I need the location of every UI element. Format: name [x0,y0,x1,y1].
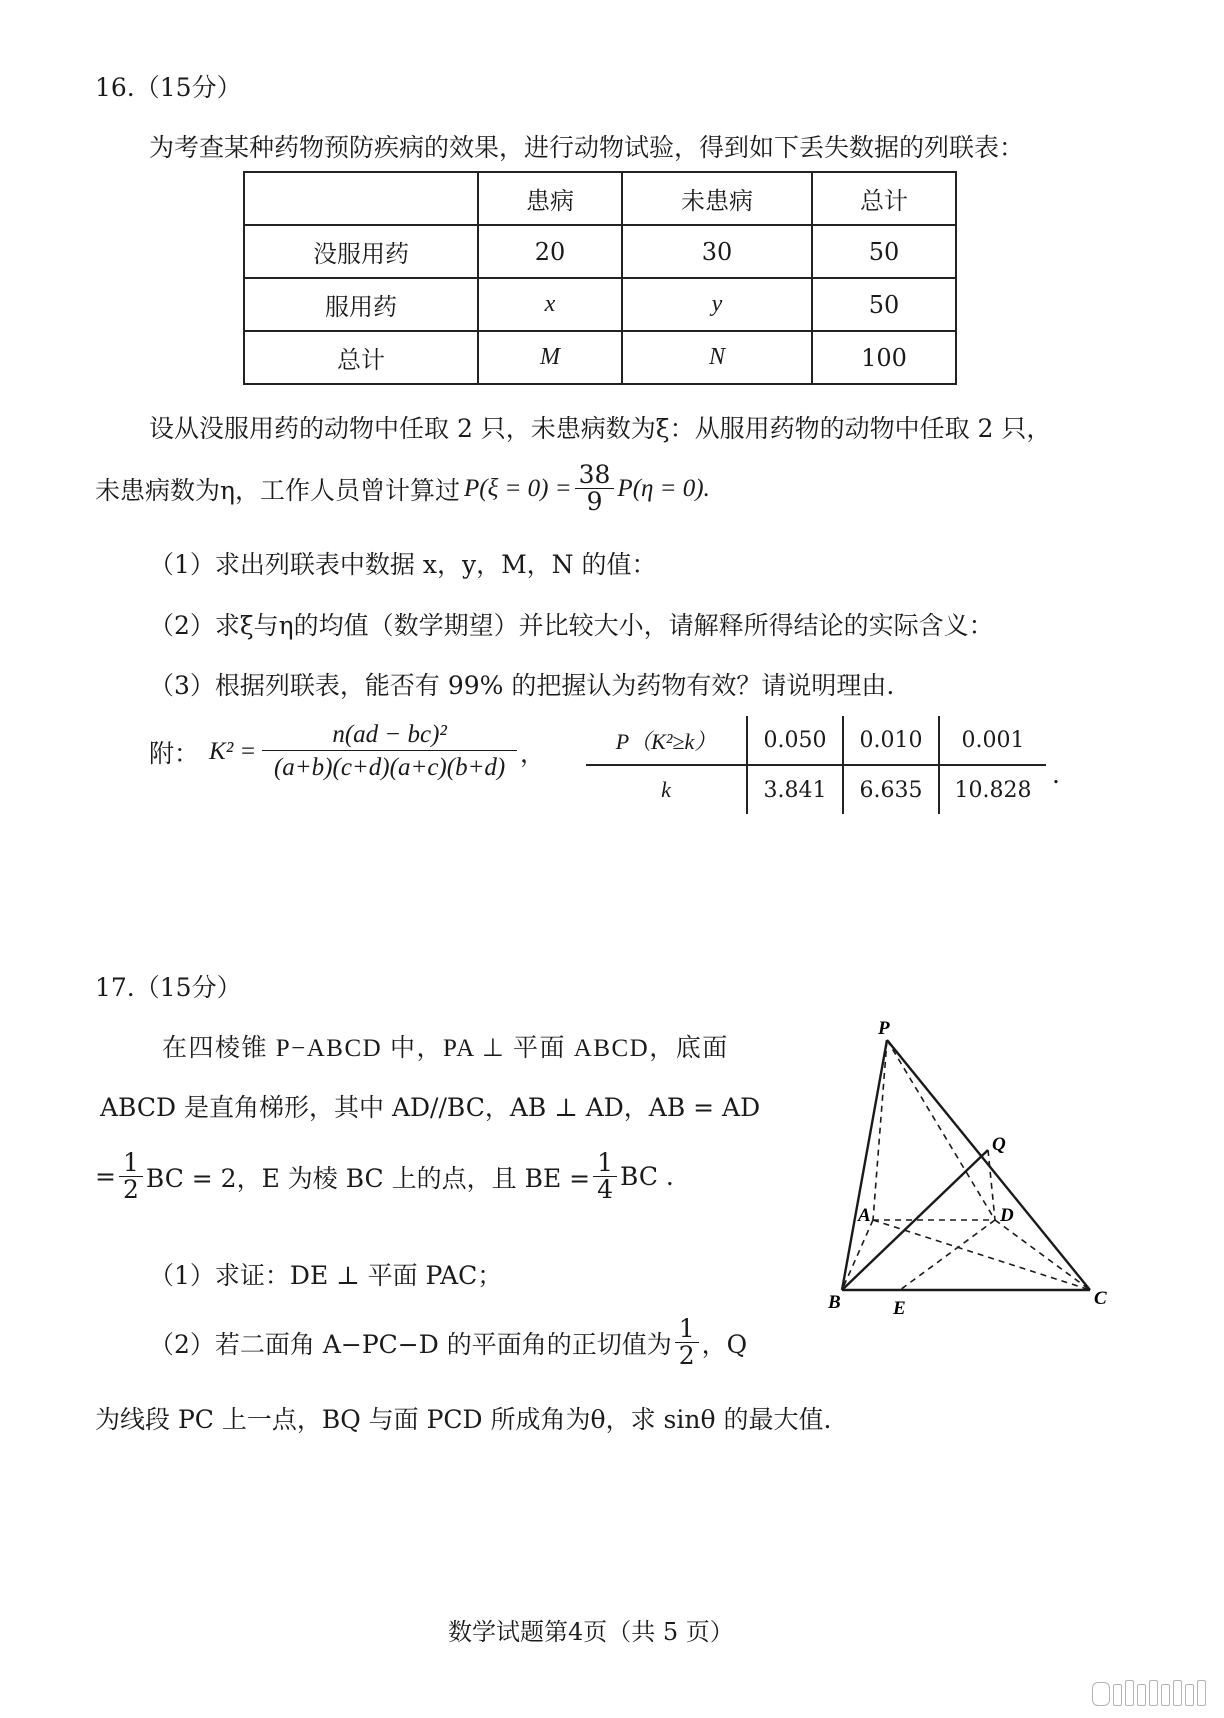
table-row [244,278,956,331]
q17-line3-text: BC = 2，E 为棱 BC 上的点，且 BE = [145,1163,591,1193]
q17-sub2-text: （2）若二面角 A−PC−D 的平面角的正切值为 [149,1329,672,1359]
table-cell: 0.010 [843,716,939,765]
q17-sub2 [149,1316,747,1370]
scan-watermark-icon [1092,1680,1206,1706]
label-Q: Q [992,1134,1006,1155]
label-A: A [858,1205,871,1226]
edge-PA [873,1040,887,1220]
q17-line3-end: BC . [620,1162,674,1192]
table-row [586,716,1046,765]
page-footer: 数学试题第4页（共 5 页） [448,1618,734,1646]
table-cell: M [478,331,622,384]
table-cell: 未患病 [622,172,812,225]
table-row [244,225,956,278]
q16-intro: 为考查某种药物预防疾病的效果，进行动物试验，得到如下丢失数据的列联表： [149,133,1025,162]
edge-PD [887,1040,995,1220]
fraction-denominator: 4 [597,1175,613,1205]
q16-para2 [95,462,710,516]
table-cell: 总计 [812,172,956,225]
edge-AB [842,1220,873,1290]
fraction-denominator: 9 [586,487,603,517]
fraction-numerator: 1 [675,1316,699,1343]
table-cell [244,172,478,225]
edge-PC [887,1040,1090,1290]
critical-value-table [586,716,1046,814]
table-cell: y [622,278,812,331]
table-cell: x [478,278,622,331]
q17-line3 [95,1150,674,1204]
table-cell: 患病 [478,172,622,225]
q17-sub1: （1）求证：DE ⊥ 平面 PAC； [149,1261,503,1290]
label-E: E [893,1298,906,1319]
fraction-38-9 [575,462,615,516]
equals-sign: = [95,1162,116,1192]
fraction-numerator: 1 [119,1150,143,1177]
q16-sub2: （2）求ξ与η的均值（数学期望）并比较大小，请解释所得结论的实际含义： [149,611,994,640]
q17-last-line: 为线段 PC 上一点，BQ 与面 PCD 所成角为θ，求 sinθ 的最大值. [95,1405,832,1434]
fraction-numerator: 38 [575,462,615,489]
table-cell: 10.828 [939,765,1046,814]
fraction-1-2 [675,1316,699,1370]
table-cell: 20 [478,225,622,278]
table-cell: 6.635 [843,765,939,814]
table-cell: 30 [622,225,812,278]
table-row [586,765,1046,814]
table-cell: 100 [812,331,956,384]
table-cell: P（K²≥k） [586,716,747,765]
fraction-denominator: 2 [122,1175,139,1205]
table-cell: 50 [812,278,956,331]
label-D: D [1000,1205,1014,1226]
table-cell: 0.050 [747,716,843,765]
k2-denominator: (a+b)(c+d)(a+c)(b+d) [273,754,506,782]
fraction-denominator: 2 [678,1341,695,1371]
q16-sub3: （3）根据列联表，能否有 99% 的把握认为药物有效？请说明理由. [149,671,895,700]
edge-AC [873,1220,1090,1290]
k2-lhs: K² = [209,737,257,765]
q16-para2-text: 未患病数为η，工作人员曾计算过 [95,475,460,505]
table-header-row [244,172,956,225]
table-row [244,331,956,384]
table-cell: 0.001 [939,716,1046,765]
edge-QD [988,1150,995,1220]
k2-fraction [262,722,517,782]
pyramid-figure [820,1010,1140,1340]
q17-line2: ABCD 是直角梯形，其中 AD//BC，AB ⊥ AD，AB = AD [100,1093,761,1122]
table-cell: 总计 [244,331,478,384]
table-cell: k [661,777,671,802]
appendix-label: 附： [149,738,200,768]
label-P: P [878,1018,890,1039]
table-cell: 50 [812,225,956,278]
k2-formula [149,722,545,782]
table-cell: 3.841 [747,765,843,814]
fraction-numerator: 1 [593,1150,617,1177]
fraction-1-2 [119,1150,143,1204]
q17-line1: 在四棱锥 P−ABCD 中，PA ⊥ 平面 ABCD，底面 [162,1035,729,1062]
q16-para1: 设从没服用药的动物中任取 2 只，未患病数为ξ：从服用药物的动物中任取 2 只， [149,414,1052,443]
label-B: B [828,1292,841,1313]
q17-header: 17.（15分） [95,973,242,1002]
k2-comma: ， [519,738,545,768]
label-C: C [1094,1288,1107,1309]
q16-header: 16.（15分） [95,73,242,102]
k2-numerator: n(ad − bc)² [262,722,517,751]
q16-prob-xi: P(ξ = 0) = [463,474,572,502]
table-cell: N [622,331,812,384]
q17-sub2-end: ，Q [701,1329,748,1359]
k-table-period: . [1052,760,1060,789]
contingency-table [243,171,957,385]
q16-prob-eta: P(η = 0). [617,474,710,502]
table-cell: 服用药 [244,278,478,331]
fraction-1-4 [593,1150,617,1204]
q16-sub1: （1）求出列联表中数据 x，y，M，N 的值： [149,550,657,579]
table-cell: 没服用药 [244,225,478,278]
